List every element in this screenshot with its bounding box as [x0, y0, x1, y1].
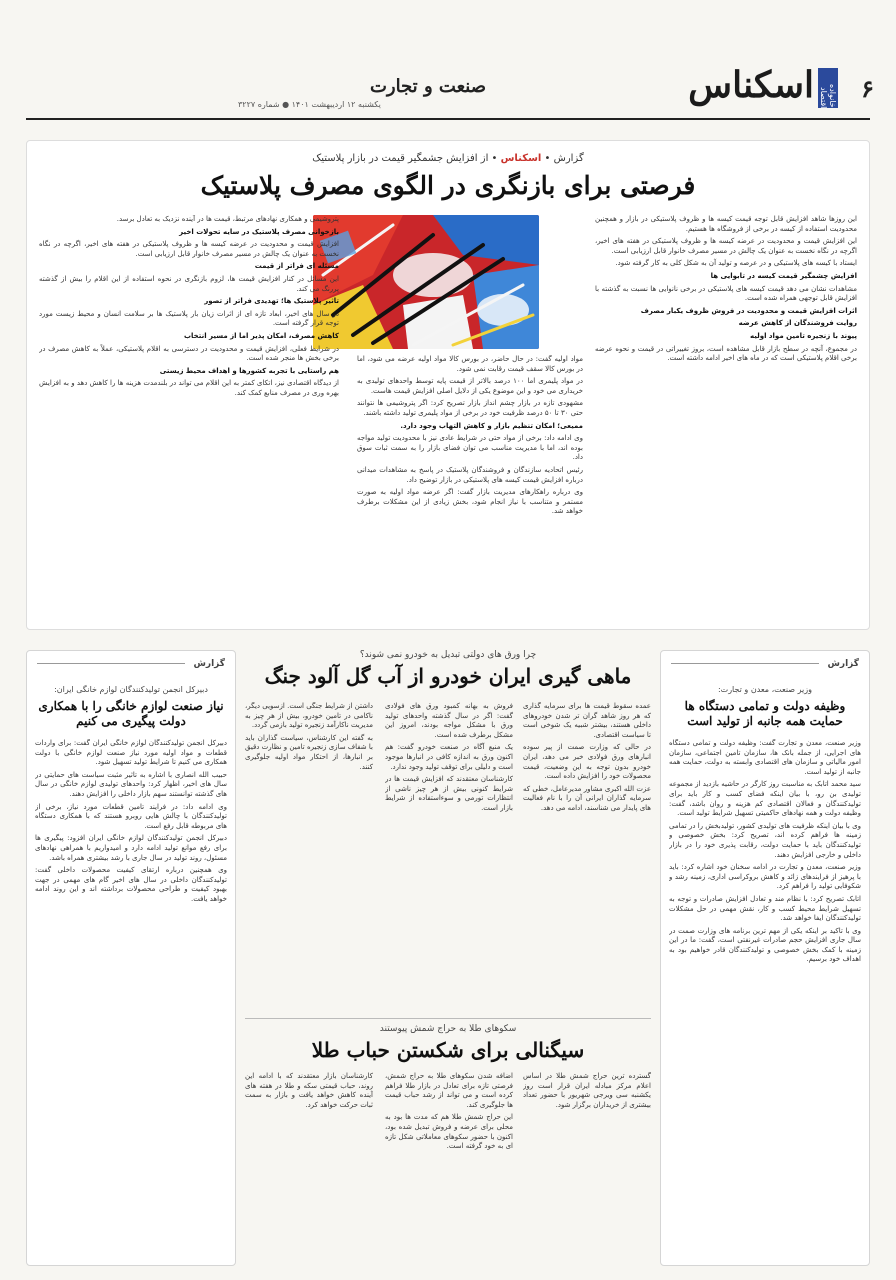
- article-column-1: [595, 215, 857, 625]
- plastic-items-photo: [313, 215, 539, 349]
- paragraph: در سال های اخیر، ابعاد تازه ای از اثرات زیان بار پلاستیک ها بر سلامت انسان و محیط زیست مورد توجه قرار گرفته است.: [39, 309, 339, 328]
- masthead-rule: [26, 118, 870, 120]
- car-article: [245, 650, 651, 1020]
- subhead: تاثیر پلاستیک ها؛ تهدیدی فراتر از تصور: [204, 297, 339, 306]
- article-headline: ماهی گیری ایران خودرو از آب گل آلود جنگ: [264, 664, 632, 688]
- subhead: افزایش چشمگیر قیمت کیسه در تابوایی ها: [710, 271, 857, 280]
- home-appliance-report-box: [26, 650, 236, 1266]
- paragraph: وی درباره راهکارهای مدیریت بازار گفت: اگر عرضه مواد اولیه به صورت مستمر و متناسب با نیاز انجام شود، بخش زیادی از این مشکلات برطرف خواهد شد.: [357, 488, 583, 516]
- paragraph: این روزها شاهد افزایش قابل توجه قیمت کیسه ها و ظروف پلاستیکی در بازار و همچنین محدودیت استفاده از کیسه در برخی از فروشگاه ها هستیم.: [595, 215, 857, 233]
- paragraph: مشاهدات نشان می دهد قیمت کیسه های پلاستیکی در برخی نانوایی ها نسبت به گذشته با افزایش قابل توجهی همراه شده است.: [595, 284, 857, 303]
- subhead: روایت فروشندگان از کاهش عرضه: [738, 319, 857, 328]
- paragraph: از دیدگاه اقتصادی نیز، اتکای کمتر به این اقلام می تواند در بلندمدت هزینه ها را کاهش دهد و به افزایش بهره وری در مصرف منابع کمک کند.: [39, 379, 339, 397]
- paragraph: وی همچنین درباره ارتقای کیفیت محصولات داخلی گفت: تولیدکنندگان داخلی در سال های اخیر گام های مهمی در جهت بهبود کیفیت و طراحی محصولات برداشته اند و این روند ادامه خواهد یافت.: [35, 866, 227, 903]
- paragraph: یک منبع آگاه در صنعت خودرو گفت: هم اکنون ورق به اندازه کافی در انبارها موجود است و دلیلی برای توقف تولید وجود ندارد.: [385, 743, 513, 771]
- article-column-2: [357, 355, 583, 625]
- paragraph: در مجموع، آنچه در سطح بازار قابل مشاهده است، بروز تغییراتی در قیمت و نحوه عرضه برخی اقلام پلاستیکی است که در ماه های اخیر ادامه داشته است.: [595, 344, 857, 363]
- subhead: اثرات افزایش قیمت و محدودیت در فروش ظروف یکبار مصرف: [640, 306, 857, 315]
- plastic-cutlery-image: [313, 215, 539, 349]
- subhead: کاهش مصرف، امکان پذیر اما از مسیر انتخاب: [184, 331, 339, 340]
- paragraph: در شرایط فعلی، افزایش قیمت و محدودیت در دسترسی به اقلام پلاستیکی، عملاً به کاهش مصرف در برخی بخش ها منجر شده است.: [39, 344, 339, 363]
- paragraph: دبیرکل انجمن تولیدکنندگان لوازم خانگی ایران افزود: پیگیری ها برای رفع موانع تولید ادامه دارد و امیدواریم با همراهی نهادهای مسئول، روند تولید در سال جاری با رشد بیشتری همراه باشد.: [35, 834, 227, 862]
- paragraph: پتروشیمی و همکاری نهادهای مرتبط، قیمت ها در آینده نزدیک به تعادل برسد.: [116, 215, 339, 223]
- subhead: بازخوانی مصرف پلاستیک در سایه تحولات اخیر: [179, 227, 339, 236]
- paragraph: وی با تاکید بر اینکه یکی از مهم ترین برنامه های وزارت صمت در سال جاری افزایش حجم صادرات غیرنفتی است، گفت: ما در این زمینه با کمک بخش خصوصی و تولیدکنندگان قادر خواهیم بود به اهداف خود برسیم.: [669, 926, 861, 964]
- paragraph: مواد اولیه گفت: در حال حاضر، در بورس کالا مواد اولیه عرضه می شود، اما در بورس کالا سقف قیمت رقابت نمی شود.: [357, 355, 583, 373]
- kicker-suffix: از افزایش جشمگیر قیمت در بازار پلاستیک: [312, 153, 489, 164]
- article-kicker: سکوهای طلا به حراج شمش پیوستند: [379, 1024, 517, 1034]
- article-column-3: [39, 215, 339, 625]
- box-title: نیاز صنعت لوازم خانگی را با همکاری دولت پیگیری می کنیم: [38, 699, 224, 728]
- paragraph: افزایش قیمت و محدودیت در عرضه کیسه ها و ظروف پلاستیکی در هفته های اخیر، اگرچه در نگاه نخست به عنوان یک چالش در مسیر مصرف خانوار قابل ارزیابی است.: [39, 240, 339, 258]
- paragraph: اضافه شدن سکوهای طلا به حراج شمش، فرصتی تازه برای تعادل در بازار طلا فراهم کرده است و می تواند از رشد حباب قیمت ها جلوگیری کند.: [385, 1072, 513, 1109]
- paragraph: مشهودی تازه در بازار چشم انداز بازار تصریح کرد: اگر پتروشیمی ها نتوانند حتی ۳۰ تا ۵۰ درصد ظرفیت خود در برخی از مواد پلیمری تولید داشته باشند.: [357, 399, 583, 417]
- paragraph: این افزایش قیمت و محدودیت در عرضه کیسه ها و ظروف پلاستیکی در هفته های اخیر، اگرچه در نگاه نخست به عنوان یک چالش در مسیر مصرف خانوار قابل ارزیابی است.: [595, 237, 857, 255]
- kicker-prefix: گزارش: [553, 153, 584, 164]
- section-divider: [245, 1018, 651, 1019]
- paragraph: کارشناسان معتقدند که افزایش قیمت ها در شرایط کنونی بیش از هر چیز ناشی از انتظارات تورمی و سوءاستفاده از شرایط بازار است.: [385, 775, 513, 812]
- page-number: ۶: [861, 74, 874, 103]
- paragraph: وی با بیان اینکه ظرفیت های تولیدی کشور، تولیدبخش را در تمامی زمینه ها فراهم کرده اند، تصریح کرد: بخش خصوصی و تولیدکنندگان باید با حمایت دولت، رقابت پذیری خود را در بازار داخلی و خارجی افزایش دهند.: [669, 821, 861, 859]
- main-article: [26, 140, 870, 630]
- box-tag: گزارش: [193, 659, 225, 669]
- article-kicker: گزارش • اسکناس • از افزایش جشمگیر قیمت در بازار پلاستیک: [312, 153, 584, 164]
- paragraph: حبیب الله انصاری با اشاره به تاثیر مثبت سیاست های حمایتی در سال های اخیر، اظهار کرد: واحدهای تولیدی لوازم خانگی در سال های گذشته توانستند سهم بازار داخلی را افزایش دهند.: [35, 770, 227, 798]
- article-kicker: چرا ورق های دولتی تبدیل به خودرو نمی شوند؟: [359, 650, 537, 660]
- article-column-2: [385, 1072, 513, 1262]
- paragraph: در مواد پلیمری اما ۱۰۰ درصد بالاتر از قیمت پایه توسط واحدهای تولیدی به خریداری می خود و این موضوع یکی از دلایل اصلی افزایش قیمت هاست.: [357, 377, 583, 395]
- box-body: [35, 739, 227, 1257]
- gold-article: [245, 1024, 651, 1268]
- paragraph: داشتن از شرایط جنگی است. ازسویی دیگر، ناکامی در تامین خودرو، بیش از هر چیز به مدیریت ناکارآمد زنجیره تولید بازمی گردد.: [245, 702, 373, 730]
- article-column-2: [385, 702, 513, 1016]
- box-kicker: وزیر صنعت، معدن و تجارت:: [717, 685, 813, 694]
- logo-tag: خانواده اقتصاد: [818, 68, 838, 108]
- box-kicker: دبیرکل انجمن تولیدکنندگان لوازم خانگی ایران:: [54, 685, 208, 694]
- kicker-brand: اسکناس: [500, 153, 542, 164]
- article-column-1: [523, 1072, 651, 1262]
- paragraph: در حالی که وزارت صمت از پیر سوده انبارهای ورق فولادی خبر می دهد، ایران خودرو بدون توجه به این وضعیت، قیمت محصولات خود را افزایش داده است.: [523, 743, 651, 781]
- paragraph: این مسائل در کنار افزایش قیمت ها، لزوم بازنگری در نحوه استفاده از این اقلام را بیش از گذشته پررنگ می کند.: [39, 274, 339, 293]
- newspaper-logo: اسکناس: [688, 64, 814, 106]
- paragraph: عزت الله اکبری مشاور مدیرعامل، خطی که سرمایه گذاران ایرانی آن را با نام فعالیت های پایدار می شناسند، ادامه می دهد.: [523, 784, 651, 812]
- tag-rule: [671, 663, 819, 664]
- paragraph: فروش به بهانه کمبود ورق های فولادی گفت: اگر در سال گذشته واحدهای تولید ورق با مشکل مواجه بودند، امروز این مشکل برطرف شده است.: [385, 702, 513, 739]
- article-headline: فرصتی برای بازنگری در الگوی مصرف پلاستیک: [200, 171, 696, 200]
- paragraph: دبیرکل انجمن تولیدکنندگان لوازم خانگی ایران گفت: برای واردات قطعات و مواد اولیه مورد نیاز صنعت لوازم خانگی با دولت همکاری می کنیم تا شرایط تولید تسهیل شود.: [35, 739, 227, 767]
- box-body: [669, 739, 861, 1257]
- subhead: هم راستایی با تجربه کشورها و اهداف محیط زیستی: [159, 366, 339, 375]
- paragraph: گسترده ترین حراج شمش طلا در اساس اعلام مرکز مبادله ایران قرار است روز یکشنبه سی ویرجی شهریور با حضور تعداد بیشتری از خریداران برگزار شود.: [523, 1072, 651, 1109]
- paragraph: به گفته این کارشناس، سیاست گذاران باید با شفاف سازی زنجیره تامین و نظارت دقیق بر انبارها، از احتکار مواد اولیه جلوگیری کنند.: [245, 733, 373, 771]
- paragraph: وزیر صنعت، معدن و تجارت گفت: وظیفه دولت و تمامی دستگاه های اجرایی، از جمله بانک ها، سازمان تامین اجتماعی، سازمان امور مالیاتی و سازمان های اقتصادی وابسته به دولت، حمایت همه جانبه از تولید است.: [669, 739, 861, 776]
- paragraph: کارشناسان بازار معتقدند که با ادامه این روند، حباب قیمتی سکه و طلا در هفته های آینده کاهش خواهد یافت و بازار به سمت ثبات حرکت خواهد کرد.: [245, 1072, 373, 1109]
- paragraph: وی ادامه داد: در فرایند تامین قطعات مورد نیاز، برخی از تولیدکنندگان با چالش هایی روبرو هستند که با همکاری دستگاه های مربوطه قابل رفع است.: [35, 802, 227, 830]
- subhead: مسئله ای فراتر از قیمت: [254, 262, 339, 271]
- paragraph: وی ادامه داد: برخی از مواد حتی در شرایط عادی نیز با محدودیت تولید مواجه بوده اند، اما با مدیریت مناسب می توان فضای بازار را به سمت ثبات سوق داد.: [357, 434, 583, 462]
- article-headline: سیگنالی برای شکستن حباب طلا: [311, 1038, 585, 1062]
- article-column-1: [523, 702, 651, 1016]
- paragraph: ایستاد با کیسه های پلاستیکی و در عرصه و تولید آن به شکل کلی به کار گرفته شود.: [615, 259, 857, 268]
- section-title: صنعت و تجارت: [369, 76, 486, 97]
- tag-rule: [37, 663, 185, 664]
- box-title: وظیفه دولت و تمامی دستگاه ها حمایت همه جانبه از تولید است: [684, 699, 846, 728]
- subhead: پیوند با زنجیره تامین مواد اولیه: [750, 331, 857, 340]
- paragraph: عمده سقوط قیمت ها برای سرمایه گذاری که هر روز شاهد گران تر شدن خودروهای داخلی هستند، بیشتر شبیه یک شوخی است تا سیاست اقتصادی.: [523, 702, 651, 739]
- masthead: [18, 64, 878, 114]
- article-column-3: [245, 1072, 373, 1262]
- paragraph: اتابک تصریح کرد: با نظام مند و تعادل افزایش صادرات و توجه به تسهیل شرایط محیط کسب و کار، نقش مهمی در حل مشکلات تولیدکنندگان ایفا خواهد شد.: [669, 894, 861, 923]
- paragraph: وزیر صنعت، معدن و تجارت در ادامه سخنان خود اشاره کرد: باید با پرهیز از فرایندهای زائد و کاهش بروکراسی اداری، زمینه رشد و شکوفایی تولید را فراهم کرد.: [669, 863, 861, 891]
- paragraph: این حراج شمش طلا هم که مدت ها بود به محلی برای عرضه و فروش تبدیل شده بود، اکنون با حضور سکوهای معاملاتی شکل تازه ای به خود گرفته است.: [385, 1113, 513, 1151]
- article-column-3: [245, 702, 373, 1016]
- subhead: ممیعی؛ امکان تنظیم بازار و کاهش التهاب وجود دارد.: [400, 421, 583, 430]
- minister-report-box: [660, 650, 870, 1266]
- box-tag: گزارش: [827, 659, 859, 669]
- paragraph: رئیس اتحادیه سازندگان و فروشندگان پلاستیک در پاسخ به مشاهدات میدانی درباره افزایش قیمت کیسه های پلاستیکی در بازار توضیح داد.: [357, 465, 583, 484]
- paragraph: سید محمد اتابک به مناسبت روز کارگر در حاشیه بازدید از مجموعه تولیدی بن رو، با بیان اینکه فضای کسب و کار باید برای تولیدکنندگان و فعالان اقتصادی کم هزینه و روان باشد، گفت: وظیفه دولت و همه نهادهای حاکمیتی تسهیل شرایط تولید است.: [669, 780, 861, 818]
- issue-date-line: یکشنبه ۱۲ اردیبهشت ۱۴۰۱ ● شماره ۳۲۲۷: [238, 100, 381, 109]
